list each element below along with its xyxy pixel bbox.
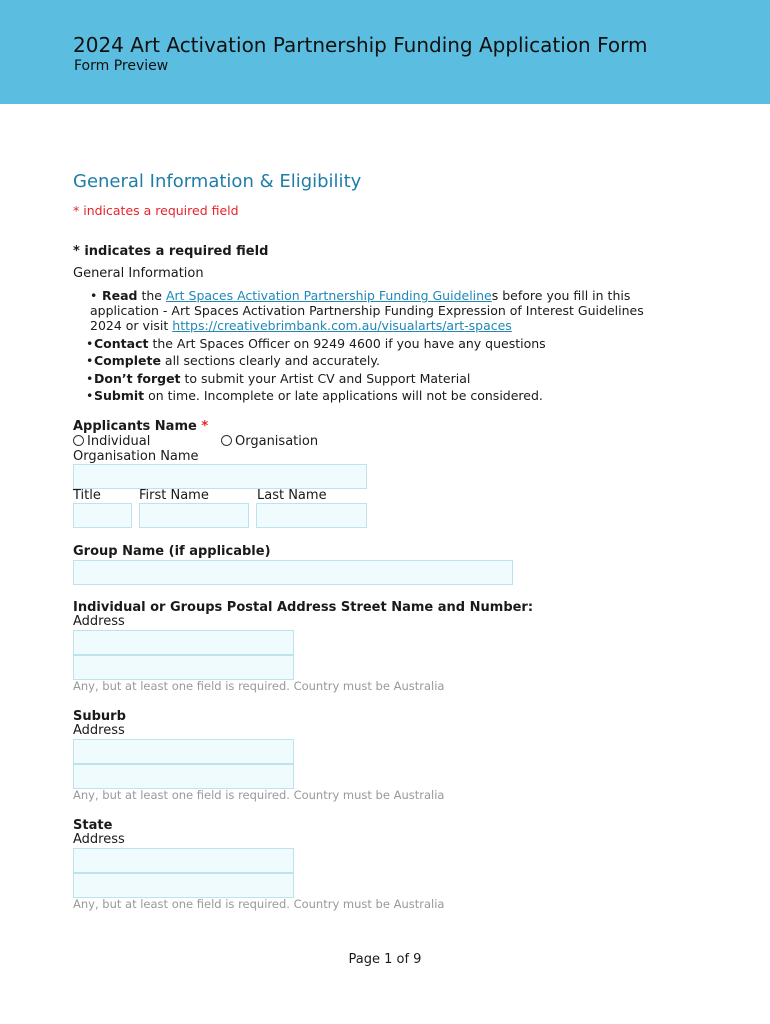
bullet-text-line3: 2024 or visit bbox=[90, 318, 173, 333]
list-item bbox=[86, 353, 690, 368]
suburb-sublabel: Address bbox=[73, 723, 125, 738]
instructions-list bbox=[86, 288, 690, 406]
applicants-name-text: Applicants Name bbox=[73, 419, 197, 434]
bullet-bold-text: Submit bbox=[94, 388, 145, 403]
state-line2-input[interactable] bbox=[73, 873, 294, 898]
general-information-label: General Information bbox=[73, 266, 204, 281]
bullet-text: the Art Spaces Officer on 9249 4600 if you have any questions bbox=[148, 335, 546, 351]
state-sublabel: Address bbox=[73, 832, 125, 847]
postal-address-sublabel: Address bbox=[73, 614, 125, 629]
list-item bbox=[90, 288, 690, 333]
bullet-bold-text: Read bbox=[101, 288, 138, 303]
group-name-input[interactable] bbox=[73, 560, 513, 585]
radio-individual-label: Individual bbox=[87, 434, 151, 449]
bullet-icon: • bbox=[86, 353, 94, 368]
form-header bbox=[0, 0, 770, 104]
form-title: 2024 Art Activation Partnership Funding Application Form bbox=[73, 33, 648, 57]
bullet-bold-text: Contact bbox=[94, 335, 149, 351]
first-name-input[interactable] bbox=[139, 503, 249, 528]
bullet-text: to submit your Artist CV and Support Material bbox=[180, 370, 471, 386]
state-label: State bbox=[73, 818, 113, 833]
first-name-label: First Name bbox=[139, 488, 209, 503]
guidelines-link[interactable]: Art Spaces Activation Partnership Funding Guideline bbox=[165, 288, 492, 303]
last-name-label: Last Name bbox=[257, 488, 327, 503]
postal-address-hint: Any, but at least one field is required. Country must be Australia bbox=[73, 679, 445, 693]
required-asterisk: * bbox=[201, 419, 209, 434]
bullet-icon: • bbox=[86, 335, 94, 351]
bullet-text: all sections clearly and accurately. bbox=[160, 353, 380, 368]
list-item bbox=[86, 371, 690, 386]
group-name-label: Group Name (if applicable) bbox=[73, 544, 271, 559]
last-name-input[interactable] bbox=[256, 503, 367, 528]
bullet-icon: • bbox=[86, 370, 94, 386]
applicants-name-label bbox=[73, 419, 208, 434]
bullet-text-line2: application - Art Spaces Activation Partnership Funding Expression of Interest Guidelines bbox=[90, 303, 644, 318]
required-field-note: * indicates a required field bbox=[73, 203, 239, 218]
bullet-icon: • bbox=[86, 388, 94, 403]
suburb-hint: Any, but at least one field is required. Country must be Australia bbox=[73, 788, 445, 802]
bullet-text: on time. Incomplete or late applications will not be considered. bbox=[144, 388, 543, 403]
bullet-text: the bbox=[137, 288, 166, 303]
postal-address-line1-input[interactable] bbox=[73, 630, 294, 655]
title-label: Title bbox=[73, 488, 101, 503]
organisation-name-input[interactable] bbox=[73, 464, 367, 489]
radio-organisation[interactable] bbox=[221, 434, 318, 449]
suburb-line2-input[interactable] bbox=[73, 764, 294, 789]
postal-address-line2-input[interactable] bbox=[73, 655, 294, 680]
radio-circle-icon[interactable] bbox=[221, 435, 232, 446]
bullet-icon: • bbox=[90, 288, 98, 303]
bullet-bold-text: Don’t forget bbox=[94, 370, 181, 386]
bullet-text: s before you fill in this bbox=[491, 288, 631, 303]
page-number: Page 1 of 9 bbox=[348, 952, 422, 967]
art-spaces-url-link[interactable]: https://creativebrimbank.com.au/visualarts/art-spaces bbox=[172, 318, 512, 333]
state-line1-input[interactable] bbox=[73, 848, 294, 873]
radio-organisation-label: Organisation bbox=[235, 434, 319, 449]
state-hint: Any, but at least one field is required. Country must be Australia bbox=[73, 897, 445, 911]
list-item bbox=[86, 336, 690, 351]
suburb-label: Suburb bbox=[73, 709, 126, 724]
title-input[interactable] bbox=[73, 503, 132, 528]
radio-circle-icon[interactable] bbox=[73, 435, 84, 446]
list-item bbox=[86, 388, 690, 403]
form-subtitle: Form Preview bbox=[74, 58, 169, 74]
postal-address-label: Individual or Groups Postal Address Street Name and Number: bbox=[73, 600, 534, 615]
bullet-bold-text: Complete bbox=[94, 353, 161, 368]
radio-individual[interactable] bbox=[73, 434, 150, 449]
required-field-note-bold: * indicates a required field bbox=[73, 244, 269, 259]
organisation-name-label: Organisation Name bbox=[73, 449, 199, 464]
suburb-line1-input[interactable] bbox=[73, 739, 294, 764]
section-title: General Information & Eligibility bbox=[73, 171, 362, 192]
